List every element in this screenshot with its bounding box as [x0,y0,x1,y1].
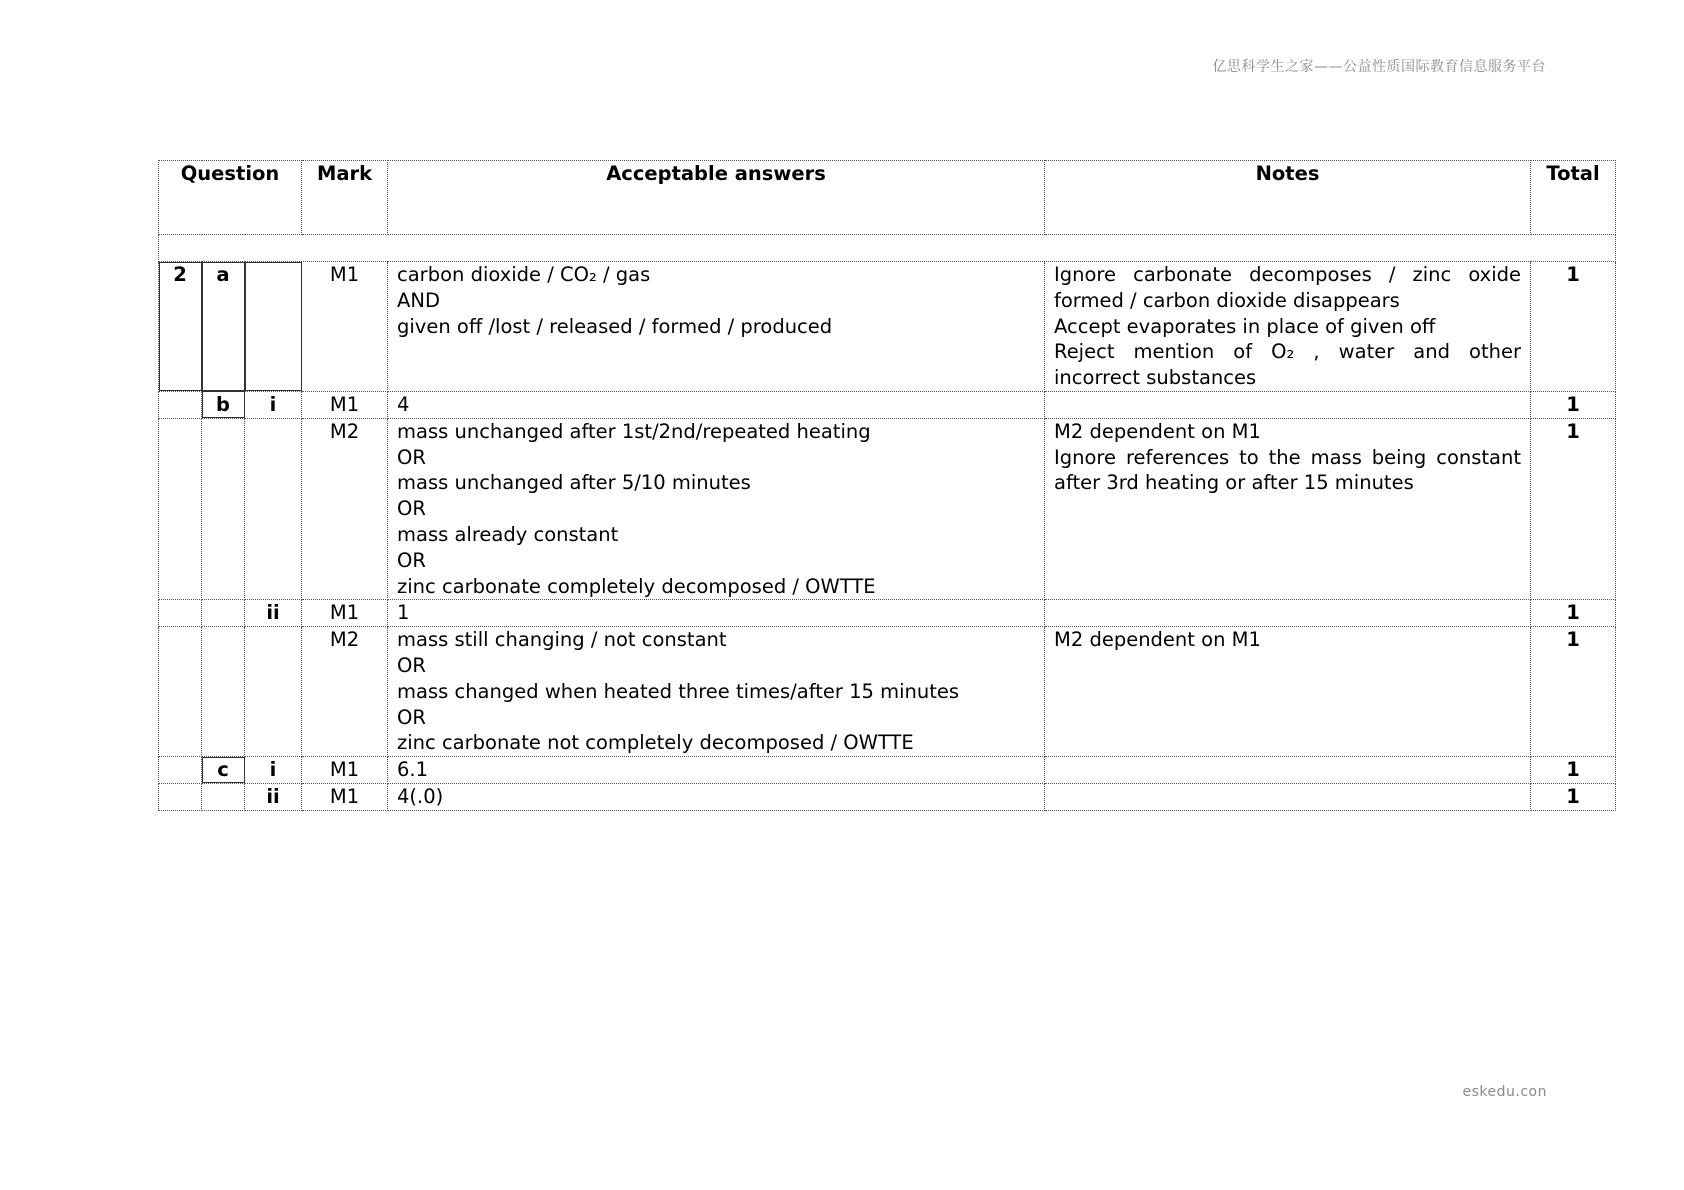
spacer-row [159,235,1616,262]
page-footer: eskedu.con [1462,1084,1547,1100]
question-part [202,783,245,810]
acceptable-answers [388,391,1045,418]
total-marks: 1 [1531,627,1616,757]
answer-line: given off /lost / released / formed / produced [397,314,833,338]
question-subpart: i [245,757,302,784]
answer-line: OR [397,548,426,572]
mark-code: M1 [302,391,388,418]
total-marks: 1 [1531,783,1616,810]
acceptable-answers [388,418,1045,600]
table-row [159,627,1616,757]
answer-line: mass still changing / not constant [397,628,727,652]
column-header-notes: Notes [1045,161,1531,235]
acceptable-answers [388,262,1045,392]
notes [1045,627,1531,757]
question-subpart [245,262,302,392]
question-part: b [202,391,245,418]
question-part [202,627,245,757]
answer-line: OR [397,445,426,469]
mark-code: M1 [302,262,388,392]
column-header-answers: Acceptable answers [388,161,1045,235]
notes [1045,757,1531,784]
question-subpart: ii [245,783,302,810]
notes [1045,262,1531,392]
mark-scheme-table [158,160,1616,811]
answer-line: 4 [397,392,410,416]
answer-line: mass unchanged after 1st/2nd/repeated heating [397,419,871,443]
column-header-mark: Mark [302,161,388,235]
table-row [159,757,1616,784]
answer-line: mass changed when heated three times/after 15 minutes [397,679,960,703]
mark-code: M1 [302,783,388,810]
answer-line: 4(.0) [397,784,444,808]
note-line: M2 dependent on M1 [1054,419,1261,443]
question-part [202,600,245,627]
question-number [159,391,202,418]
note-line: Ignore carbonate decomposes / zinc oxide formed / carbon dioxide disappears [1054,263,1522,312]
question-subpart [245,627,302,757]
question-subpart: i [245,391,302,418]
answer-line: OR [397,705,426,729]
notes [1045,783,1531,810]
total-marks: 1 [1531,391,1616,418]
question-part: a [202,262,245,392]
note-line: Ignore references to the mass being constant after 3rd heating or after 15 minutes [1054,445,1522,495]
mark-code: M1 [302,600,388,627]
notes [1045,391,1531,418]
question-subpart: ii [245,600,302,627]
answer-line: mass already constant [397,522,619,546]
answer-line: carbon dioxide / CO₂ / gas [397,263,651,286]
question-number: 2 [159,262,202,392]
table-row [159,783,1616,810]
question-number [159,783,202,810]
mark-code: M1 [302,757,388,784]
acceptable-answers [388,757,1045,784]
answer-line: mass unchanged after 5/10 minutes [397,471,751,495]
answer-line: OR [397,497,426,521]
note-line: Accept evaporates in place of given off [1054,314,1436,338]
answer-line: 6.1 [397,758,429,782]
table-header-row [159,161,1616,235]
notes [1045,418,1531,600]
total-marks: 1 [1531,262,1616,392]
acceptable-answers [388,627,1045,757]
table-row [159,391,1616,418]
question-part [202,418,245,600]
question-subpart [245,418,302,600]
table-row [159,262,1616,392]
question-number [159,757,202,784]
acceptable-answers [388,783,1045,810]
answer-line: zinc carbonate not completely decomposed / OWTTE [397,731,914,755]
page-header: 亿思科学生之家——公益性质国际教育信息服务平台 [1212,59,1546,75]
note-line: M2 dependent on M1 [1054,628,1261,652]
answer-line: OR [397,653,426,677]
question-number [159,418,202,600]
table-row [159,418,1616,600]
total-marks: 1 [1531,600,1616,627]
question-number [159,600,202,627]
question-number [159,627,202,757]
total-marks: 1 [1531,418,1616,600]
mark-code: M2 [302,418,388,600]
note-line: Reject mention of O₂ , water and other incorrect substances [1054,340,1522,390]
notes [1045,600,1531,627]
mark-code: M2 [302,627,388,757]
total-marks: 1 [1531,757,1616,784]
column-header-total: Total [1531,161,1616,235]
answer-line: 1 [397,601,410,625]
answer-line: zinc carbonate completely decomposed / OWTTE [397,574,876,598]
question-part: c [202,757,245,784]
column-header-question: Question [159,161,302,235]
table-row [159,600,1616,627]
acceptable-answers [388,600,1045,627]
answer-line: AND [397,288,440,312]
